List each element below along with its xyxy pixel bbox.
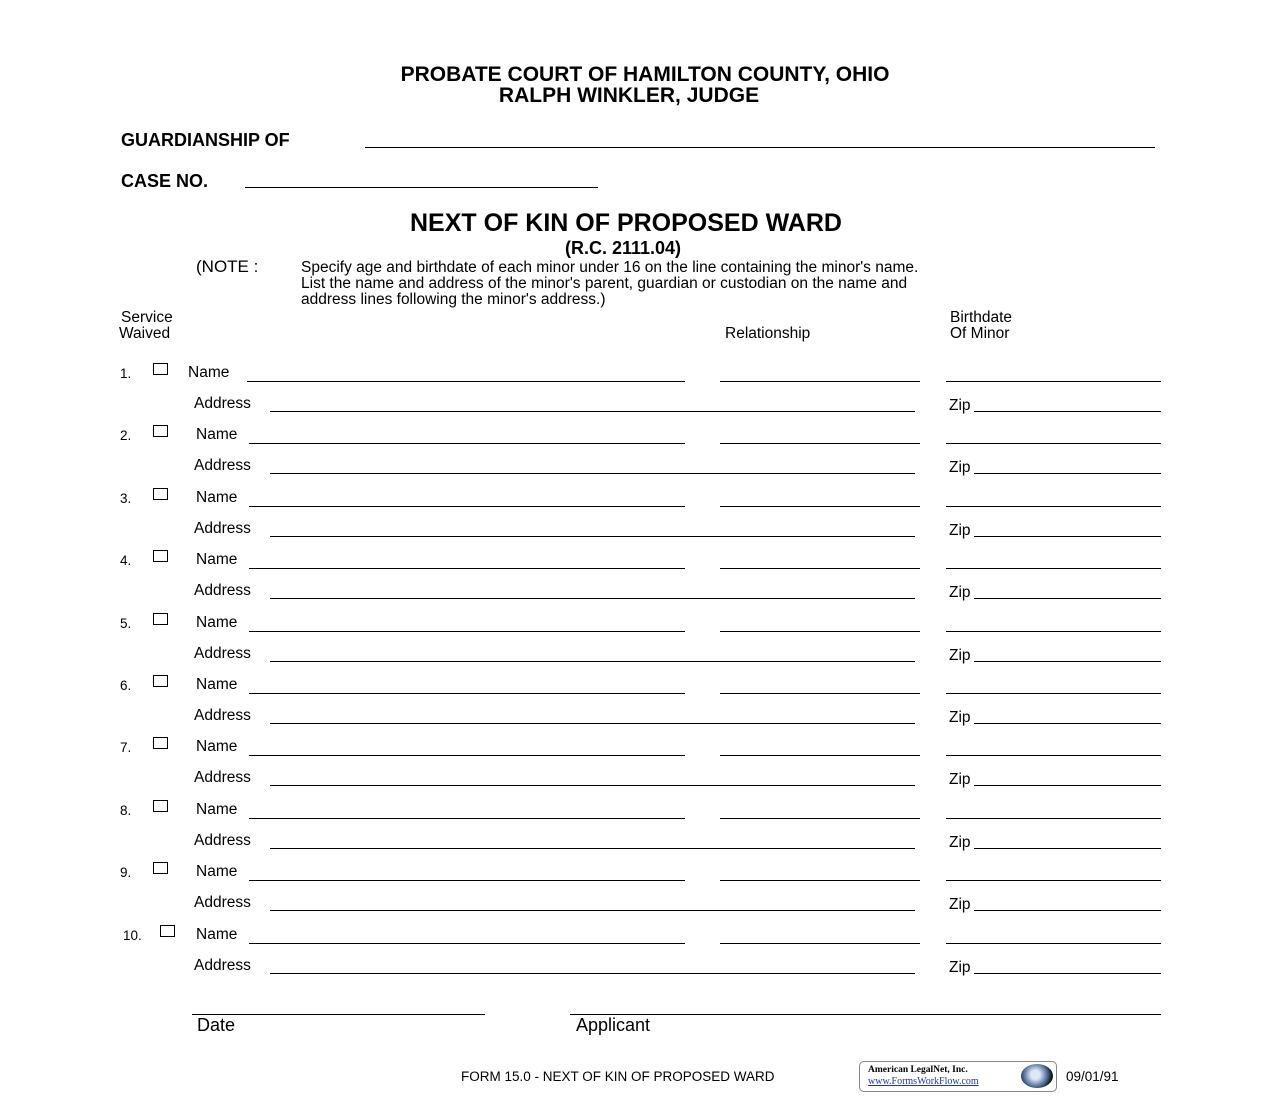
col-birthdate: Birthdate: [950, 309, 1013, 326]
name-field[interactable]: [249, 506, 685, 507]
name-label: Name: [196, 925, 238, 943]
relationship-field[interactable]: [720, 381, 920, 382]
name-field[interactable]: [247, 381, 685, 382]
applicant-signature-field[interactable]: [570, 1014, 1161, 1015]
zip-label: Zip: [949, 771, 971, 789]
address-field[interactable]: [270, 910, 915, 911]
name-field[interactable]: [249, 755, 685, 756]
service-waived-checkbox[interactable]: [153, 613, 168, 625]
entry-number: 5.: [120, 615, 132, 631]
name-field[interactable]: [249, 943, 685, 944]
name-field[interactable]: [249, 568, 685, 569]
name-field[interactable]: [249, 880, 685, 881]
zip-field[interactable]: [974, 785, 1161, 786]
name-field[interactable]: [249, 443, 685, 444]
applicant-label: Applicant: [576, 1015, 651, 1035]
zip-label: Zip: [949, 709, 971, 726]
address-label: Address: [194, 519, 251, 537]
entry-number: 10.: [123, 927, 142, 943]
zip-field[interactable]: [974, 848, 1161, 849]
name-label: Name: [196, 676, 238, 693]
name-label: Name: [188, 364, 230, 381]
zip-label: Zip: [949, 896, 971, 914]
col-waived: Waived: [119, 325, 171, 342]
birthdate-field[interactable]: [946, 381, 1161, 382]
zip-field[interactable]: [974, 973, 1161, 974]
service-waived-checkbox[interactable]: [153, 363, 168, 375]
birthdate-field[interactable]: [946, 568, 1161, 569]
zip-field[interactable]: [974, 910, 1161, 911]
note-label: (NOTE :: [196, 257, 259, 276]
date-field[interactable]: [192, 1014, 485, 1015]
date-label: Date: [197, 1015, 236, 1035]
birthdate-field[interactable]: [946, 693, 1161, 694]
relationship-field[interactable]: [720, 506, 920, 507]
zip-label: Zip: [949, 584, 971, 602]
address-field[interactable]: [270, 411, 915, 412]
zip-label: Zip: [949, 459, 971, 477]
relationship-field[interactable]: [720, 755, 920, 756]
birthdate-field[interactable]: [946, 631, 1161, 632]
logo-url-link[interactable]: www.FormsWorkFlow.com: [868, 1076, 979, 1087]
address-label: Address: [194, 894, 251, 912]
relationship-field[interactable]: [720, 443, 920, 444]
name-label: Name: [196, 800, 238, 818]
birthdate-field[interactable]: [946, 755, 1161, 756]
name-label: Name: [196, 488, 238, 506]
address-field[interactable]: [270, 723, 915, 724]
service-waived-checkbox[interactable]: [153, 862, 168, 874]
form-title: NEXT OF KIN OF PROPOSED WARD: [410, 209, 842, 237]
birthdate-field[interactable]: [946, 506, 1161, 507]
court-name: PROBATE COURT OF HAMILTON COUNTY, OHIO: [400, 63, 890, 86]
address-field[interactable]: [270, 536, 915, 537]
birthdate-field[interactable]: [946, 818, 1161, 819]
judge-name: RALPH WINKLER, JUDGE: [498, 84, 760, 107]
american-legalnet-logo: [859, 1061, 1057, 1092]
name-label: Name: [196, 426, 238, 444]
entry-number: 2.: [120, 428, 132, 444]
zip-label: Zip: [949, 958, 971, 976]
service-waived-checkbox[interactable]: [153, 800, 168, 812]
address-label: Address: [194, 831, 251, 849]
relationship-field[interactable]: [720, 943, 920, 944]
zip-label: Zip: [949, 397, 971, 414]
relationship-field[interactable]: [720, 880, 920, 881]
case-no-label: CASE NO.: [121, 171, 209, 191]
zip-field[interactable]: [974, 536, 1161, 537]
birthdate-field[interactable]: [946, 443, 1161, 444]
relationship-field[interactable]: [720, 631, 920, 632]
birthdate-field[interactable]: [946, 880, 1161, 881]
service-waived-checkbox[interactable]: [153, 488, 168, 500]
entry-number: 8.: [120, 802, 132, 818]
address-label: Address: [194, 395, 251, 412]
entry-number: 3.: [120, 490, 132, 506]
address-label: Address: [194, 644, 251, 662]
form-footer: FORM 15.0 - NEXT OF KIN OF PROPOSED WARD: [461, 1069, 775, 1084]
service-waived-checkbox[interactable]: [153, 425, 168, 437]
guardianship-field[interactable]: [365, 147, 1155, 148]
name-field[interactable]: [249, 818, 685, 819]
zip-field[interactable]: [974, 598, 1161, 599]
relationship-field[interactable]: [720, 568, 920, 569]
statute-reference: (R.C. 2111.04): [564, 238, 682, 258]
note-line-1: Specify age and birthdate of each minor under 16 on the line containing the minor's name.: [301, 259, 919, 276]
address-label: Address: [194, 956, 251, 974]
relationship-field[interactable]: [720, 818, 920, 819]
name-label: Name: [196, 551, 238, 569]
service-waived-checkbox[interactable]: [153, 550, 168, 562]
relationship-field[interactable]: [720, 693, 920, 694]
globe-icon: [1021, 1064, 1053, 1088]
birthdate-field[interactable]: [946, 943, 1161, 944]
name-label: Name: [196, 613, 238, 631]
entry-number: 4.: [120, 553, 132, 569]
address-field[interactable]: [270, 598, 915, 599]
col-service: Service: [121, 309, 173, 326]
address-field[interactable]: [270, 848, 915, 849]
name-field[interactable]: [249, 631, 685, 632]
zip-label: Zip: [949, 521, 971, 539]
note-line-3: address lines following the minor's address.): [301, 291, 606, 308]
guardianship-label: GUARDIANSHIP OF: [121, 130, 290, 150]
name-label: Name: [196, 863, 238, 881]
zip-field[interactable]: [974, 411, 1161, 412]
form-date: 09/01/91: [1066, 1069, 1119, 1084]
entry-number: 9.: [120, 865, 132, 881]
zip-field[interactable]: [974, 723, 1161, 724]
service-waived-checkbox[interactable]: [153, 675, 168, 687]
address-label: Address: [194, 707, 251, 724]
entry-number: 1.: [120, 366, 132, 381]
col-relationship: Relationship: [725, 325, 811, 342]
case-no-field[interactable]: [245, 187, 598, 188]
address-label: Address: [194, 457, 251, 475]
zip-label: Zip: [949, 833, 971, 851]
name-field[interactable]: [249, 693, 685, 694]
entry-number: 7.: [120, 740, 132, 756]
address-field[interactable]: [270, 785, 915, 786]
address-label: Address: [194, 769, 251, 787]
col-of-minor: Of Minor: [950, 325, 1010, 342]
address-field[interactable]: [270, 973, 915, 974]
service-waived-checkbox[interactable]: [153, 737, 168, 749]
address-field[interactable]: [270, 661, 915, 662]
service-waived-checkbox[interactable]: [160, 925, 175, 937]
address-label: Address: [194, 582, 251, 600]
note-line-2: List the name and address of the minor's parent, guardian or custodian on the name and: [301, 275, 908, 292]
logo-company: American LegalNet, Inc.: [868, 1065, 968, 1075]
entry-number: 6.: [120, 678, 132, 693]
zip-field[interactable]: [974, 473, 1161, 474]
address-field[interactable]: [270, 473, 915, 474]
name-label: Name: [196, 738, 238, 756]
zip-field[interactable]: [974, 661, 1161, 662]
zip-label: Zip: [949, 646, 971, 664]
